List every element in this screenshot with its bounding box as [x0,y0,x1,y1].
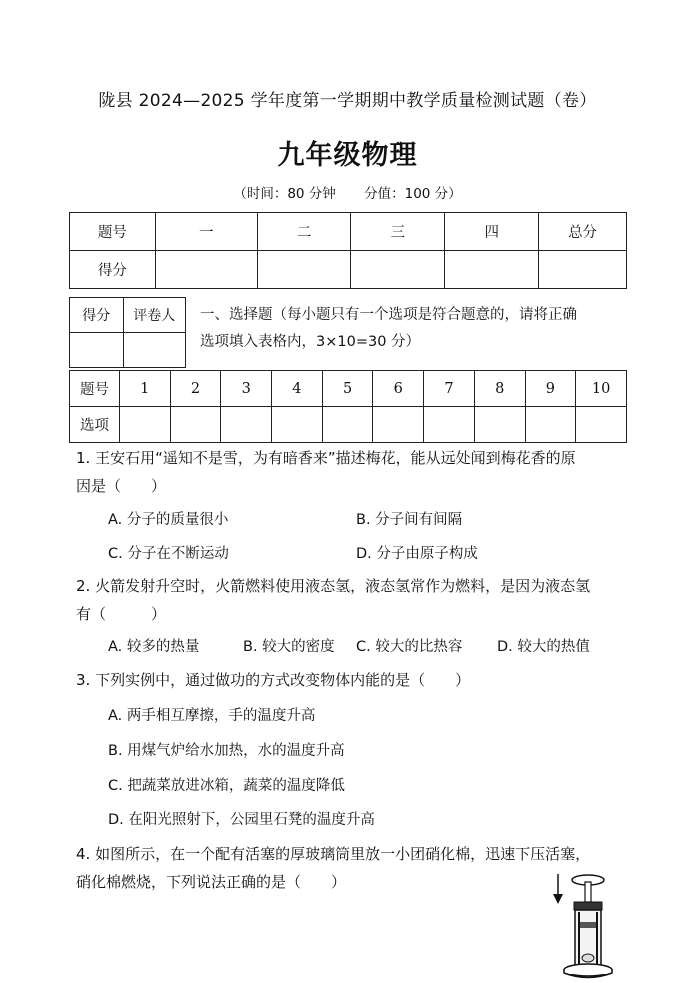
grader-score-label: 得分 [70,298,124,333]
exam-score: 分值：100 分） [364,186,462,202]
option-3d: D. 在阳光照射下，公园里石凳的温度升高 [108,812,375,828]
question-line: 有（ ） [76,605,167,623]
score-input-cell[interactable] [257,251,351,289]
score-header-cell: 一 [155,213,257,251]
question-number-cell: 1 [119,371,170,407]
score-input-cell[interactable] [351,251,445,289]
grader-name-cell[interactable] [123,333,185,368]
answer-input-cell[interactable] [221,407,272,443]
answer-input-cell[interactable] [525,407,576,443]
question-2 [76,572,636,628]
option-1c: C. 分子在不断运动 [108,546,229,562]
table-row [70,298,186,333]
question-number-cell: 4 [272,371,323,407]
arrow-head-icon [553,894,563,904]
table-row [70,407,627,443]
question-number-cell: 3 [221,371,272,407]
answer-input-cell[interactable] [373,407,424,443]
answer-input-cell[interactable] [322,407,373,443]
table-row [70,333,186,368]
question-number-cell: 7 [424,371,475,407]
question-number-cell: 6 [373,371,424,407]
question-line: 4. 如图所示，在一个配有活塞的厚玻璃筒里放一小团硝化棉，迅速下压活塞， [76,845,591,863]
score-header-cell: 四 [445,213,539,251]
page-title: 九年级物理 [277,140,418,171]
question-number-cell: 5 [322,371,373,407]
exam-info [0,182,695,202]
piston-rod [585,882,591,902]
score-row-label: 得分 [70,251,156,289]
question-line: 因是（ ） [76,477,167,495]
option-3b: B. 用煤气炉给水加热，水的温度升高 [108,743,345,759]
answer-input-cell[interactable] [424,407,475,443]
option-2b: B. 较大的密度 [243,639,335,655]
question-3 [76,666,636,694]
option-3a: A. 两手相互摩擦，手的温度升高 [108,708,316,724]
score-header-cell: 二 [257,213,351,251]
option-1b: B. 分子间有间隔 [356,512,463,528]
score-header-cell: 总分 [539,213,627,251]
option-2a: A. 较多的热量 [108,639,200,655]
table-row [70,251,627,289]
answer-input-cell[interactable] [119,407,170,443]
piston-cylinder-figure [548,868,618,980]
answer-input-cell[interactable] [272,407,323,443]
score-header-cell: 题号 [70,213,156,251]
section-line: 一、选择题（每小题只有一个选项是符合题意的，请将正确 [200,307,577,323]
option-1a: A. 分子的质量很小 [108,512,229,528]
answer-input-cell[interactable] [170,407,221,443]
score-table [69,212,627,289]
option-1d: D. 分子由原子构成 [356,546,478,562]
answer-input-cell[interactable] [576,407,627,443]
answer-table [69,370,627,443]
question-line: 3. 下列实例中，通过做功的方式改变物体内能的是（ ） [76,671,471,689]
question-number-cell: 8 [474,371,525,407]
tube-collar [574,902,602,910]
option-2c: C. 较大的比热容 [356,639,463,655]
exam-time: （时间：80 分钟 [233,186,336,202]
grader-score-cell[interactable] [70,333,124,368]
question-number-cell: 9 [525,371,576,407]
question-line: 2. 火箭发射升空时，火箭燃料使用液态氢，液态氢常作为燃料，是因为液态氢 [76,577,591,595]
answer-header-label: 题号 [70,371,120,407]
score-input-cell[interactable] [445,251,539,289]
grader-name-label: 评卷人 [123,298,185,333]
score-input-cell[interactable] [539,251,627,289]
question-1 [76,444,636,500]
score-header-cell: 三 [351,213,445,251]
answer-row-label: 选项 [70,407,120,443]
question-line: 硝化棉燃烧，下列说法正确的是（ ） [76,873,347,891]
answer-input-cell[interactable] [474,407,525,443]
piston-head [580,922,596,928]
table-row [70,213,627,251]
section-instructions [200,302,630,356]
option-2d: D. 较大的热值 [497,639,590,655]
exam-header: 陇县 2024—2025 学年度第一学期期中教学质量检测试题（卷） [98,91,597,111]
section-line: 选项填入表格内，3×10=30 分） [200,334,421,350]
table-row [70,371,627,407]
grader-table [69,297,186,368]
score-input-cell[interactable] [155,251,257,289]
question-number-cell: 2 [170,371,221,407]
nitrocellulose-cotton [582,954,594,962]
question-line: 1. 王安石用“遥知不是雪，为有暗香来”描述梅花，能从远处闻到梅花香的原 [76,449,576,467]
question-number-cell: 10 [576,371,627,407]
option-3c: C. 把蔬菜放进冰箱，蔬菜的温度降低 [108,778,345,794]
